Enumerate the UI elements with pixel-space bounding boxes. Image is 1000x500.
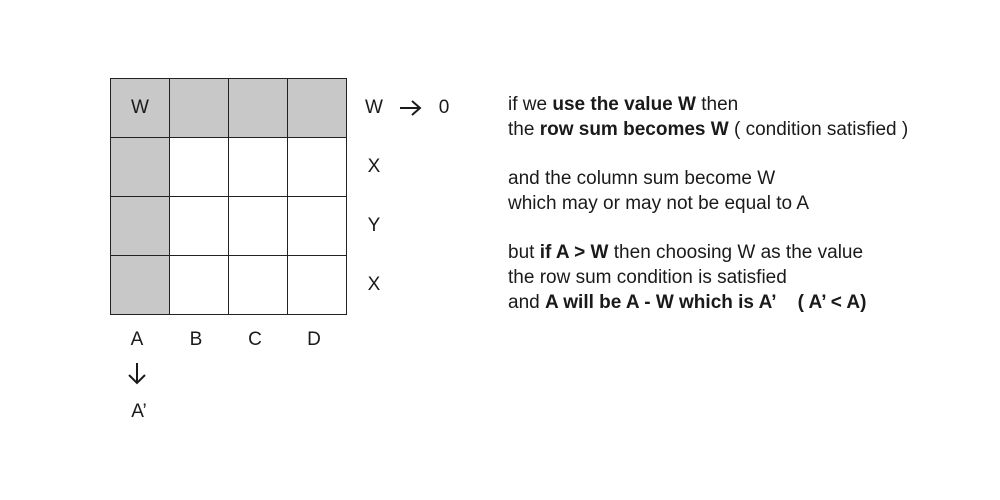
text-segment: then <box>695 94 739 115</box>
text-segment <box>777 292 798 313</box>
bold-text-segment: use the value W <box>552 94 696 115</box>
explanation-line <box>508 117 908 142</box>
text-segment: but <box>508 242 540 263</box>
arrow-right-icon <box>398 98 424 118</box>
cell-x2-a <box>110 255 170 315</box>
bold-text-segment: if A > W <box>539 242 609 263</box>
explanation-line <box>508 92 908 117</box>
cell-y-d <box>287 196 347 256</box>
bold-text-segment: A will be A - W which is A’ <box>544 292 777 313</box>
cell-x1-b <box>169 137 229 197</box>
row-label-x-2: X <box>367 274 381 295</box>
text-segment: the <box>508 119 540 140</box>
explanation-line: and the column sum become W <box>508 168 776 189</box>
cell-w-c <box>228 78 288 138</box>
cell-x1-a <box>110 137 170 197</box>
cell-w-b <box>169 78 229 138</box>
row-result: 0 <box>438 97 450 118</box>
column-result: A’ <box>131 401 147 422</box>
cell-x2-c <box>228 255 288 315</box>
arrow-down-icon <box>126 361 148 387</box>
cell-w-d <box>287 78 347 138</box>
row-label-y: Y <box>367 215 381 236</box>
bold-text-segment: row sum becomes W <box>539 119 729 140</box>
bold-text-segment: ( A’ < A) <box>797 292 867 313</box>
matrix-grid <box>110 78 347 315</box>
cell-y-a <box>110 196 170 256</box>
text-segment: then choosing W as the value <box>608 242 864 263</box>
column-label-a: A <box>130 329 144 350</box>
corner-cell-value: W <box>131 97 149 118</box>
text-segment: ( condition satisfied ) <box>728 119 909 140</box>
explanation-line <box>508 240 908 265</box>
text-segment: and <box>508 292 545 313</box>
column-label-b: B <box>189 329 203 350</box>
cell-x2-b <box>169 255 229 315</box>
cell-x1-d <box>287 137 347 197</box>
cell-x2-d <box>287 255 347 315</box>
explanation-line: which may or may not be equal to A <box>508 193 809 214</box>
text-segment: if we <box>508 94 553 115</box>
cell-x1-c <box>228 137 288 197</box>
column-label-c: C <box>248 329 262 350</box>
row-label-w: W <box>365 97 383 118</box>
explanation-line: the row sum condition is satisfied <box>508 267 787 288</box>
cell-y-b <box>169 196 229 256</box>
cell-w-a <box>110 78 170 138</box>
column-label-d: D <box>307 329 321 350</box>
cell-y-c <box>228 196 288 256</box>
explanation-text <box>508 92 908 315</box>
explanation-line <box>508 290 908 315</box>
row-label-x: X <box>367 156 381 177</box>
